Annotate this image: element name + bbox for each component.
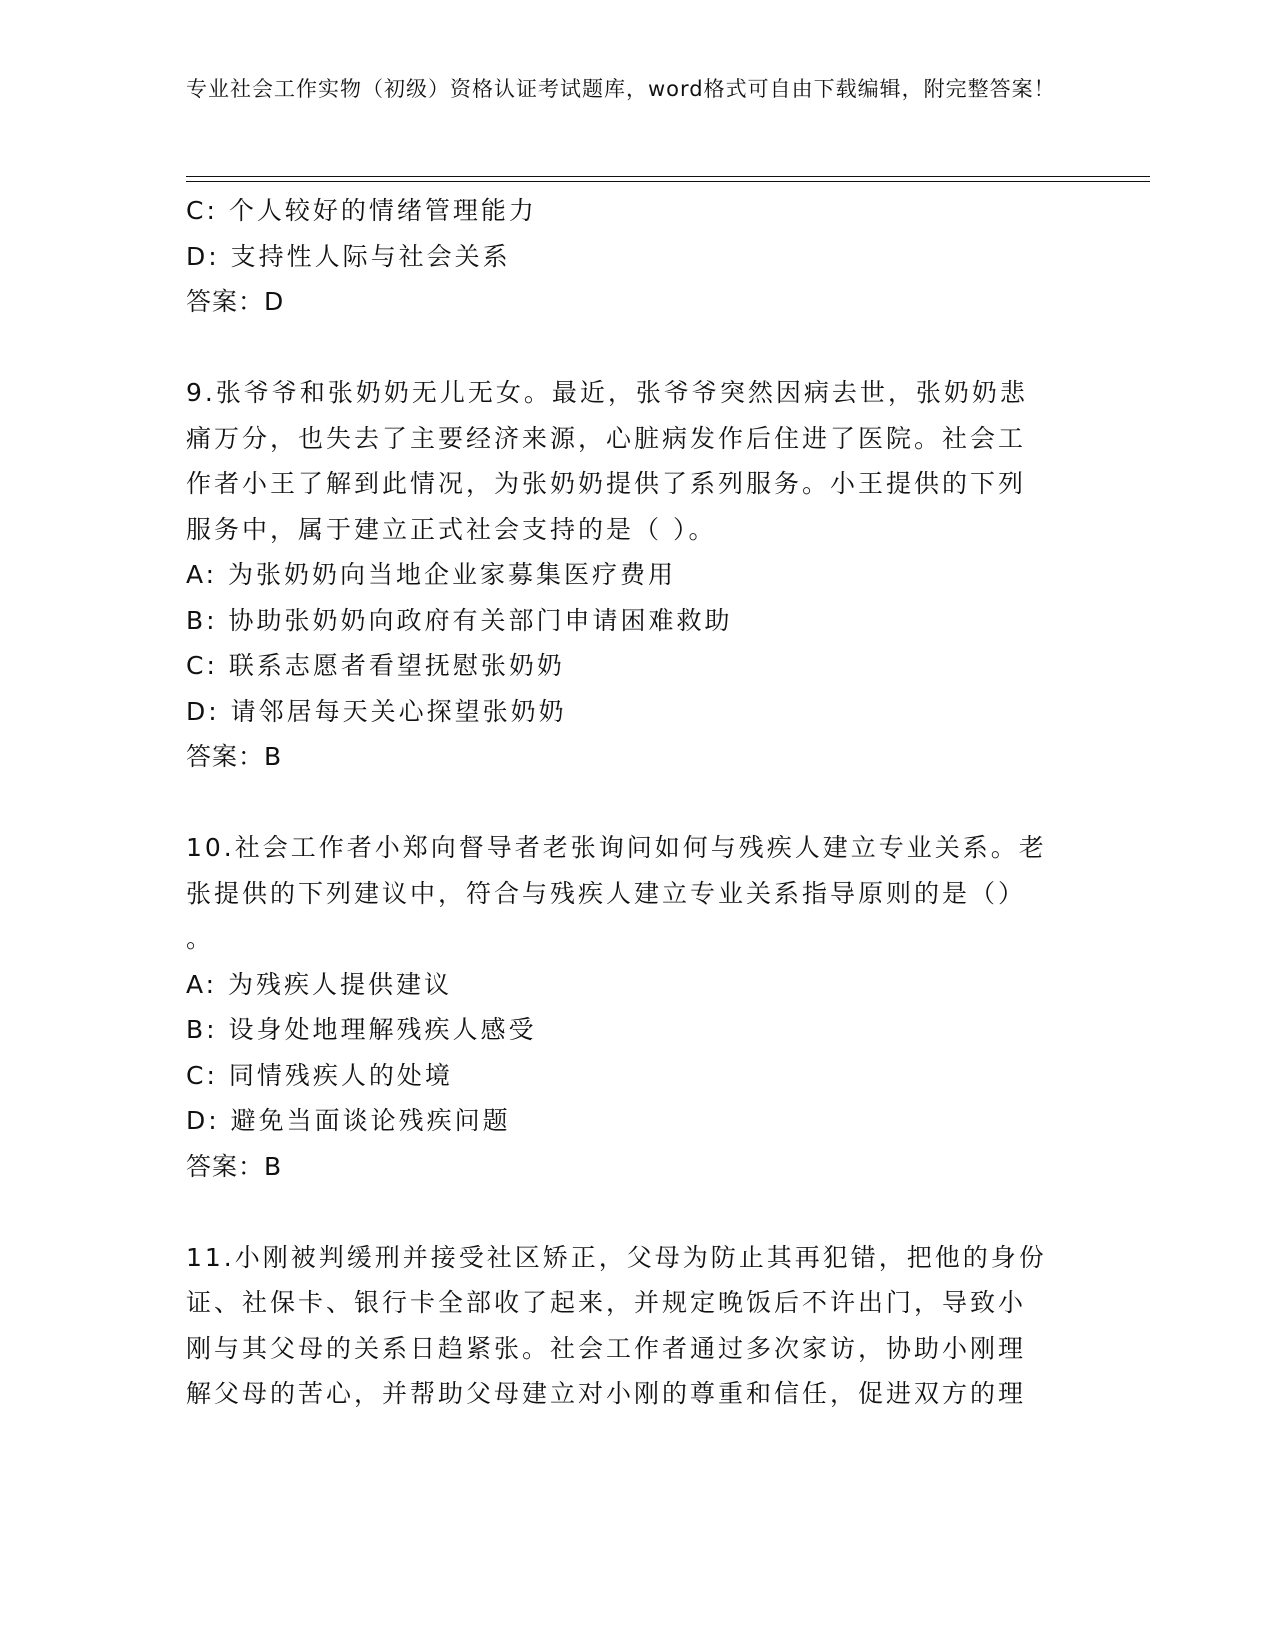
question-text-line: 证、社保卡、银行卡全部收了起来，并规定晚饭后不许出门，导致小: [186, 1288, 1027, 1317]
question-text-line: 服务中，属于建立正式社会支持的是（ ）。: [186, 514, 717, 544]
question-10: [186, 825, 1066, 1189]
question-text-line: 9.张爷爷和张奶奶无儿无女。最近，张爷爷突然因病去世，张奶奶悲: [186, 378, 1028, 407]
spacer: [186, 1189, 1066, 1235]
question-text-line: 张提供的下列建议中，符合与残疾人建立专业关系指导原则的是（）: [186, 878, 1027, 908]
option-d: D: 避免当面谈论残疾问题: [186, 1106, 511, 1135]
option-c: C: 个人较好的情绪管理能力: [186, 196, 537, 225]
option-b: B: 设身处地理解残疾人感受: [186, 1015, 537, 1044]
answer-line: 答案：B: [186, 742, 283, 771]
question-9: [186, 370, 1066, 780]
question-text-line: 。: [186, 924, 215, 953]
option-d: D: 请邻居每天关心探望张奶奶: [186, 696, 567, 726]
page-header: [186, 72, 1066, 106]
option-a: A: 为张奶奶向当地企业家募集医疗费用: [186, 560, 677, 589]
header-title: 专业社会工作实物（初级）资格认证考试题库，word格式可自由下载编辑，附完整答案！: [186, 77, 1056, 101]
answer-line: 答案：D: [186, 287, 285, 316]
header-rule-top: [186, 176, 1150, 177]
question-text-line: 10.社会工作者小郑向督导者老张询问如何与残疾人建立专业关系。老: [186, 833, 1047, 862]
spacer: [186, 780, 1066, 826]
option-b: B: 协助张奶奶向政府有关部门申请困难救助: [186, 605, 733, 635]
option-c: C: 联系志愿者看望抚慰张奶奶: [186, 651, 565, 680]
question-text-line: 作者小王了解到此情况，为张奶奶提供了系列服务。小王提供的下列: [186, 469, 1027, 498]
question-text-line: 解父母的苦心，并帮助父母建立对小刚的尊重和信任，促进双方的理: [186, 1379, 1027, 1408]
answer-line: 答案：B: [186, 1151, 283, 1181]
prev-question: [186, 188, 1066, 325]
spacer: [186, 325, 1066, 371]
option-c: C: 同情残疾人的处境: [186, 1060, 453, 1090]
option-a: A: 为残疾人提供建议: [186, 969, 453, 999]
question-11: [186, 1235, 1066, 1417]
question-text-line: 刚与其父母的关系日趋紧张。社会工作者通过多次家访，协助小刚理: [186, 1333, 1027, 1363]
question-content: [186, 188, 1066, 1417]
question-text-line: 11.小刚被判缓刑并接受社区矫正，父母为防止其再犯错，把他的身份: [186, 1242, 1047, 1272]
option-d: D: 支持性人际与社会关系: [186, 241, 511, 271]
question-text-line: 痛万分，也失去了主要经济来源，心脏病发作后住进了医院。社会工: [186, 423, 1027, 453]
header-rule-bottom: [186, 181, 1150, 182]
